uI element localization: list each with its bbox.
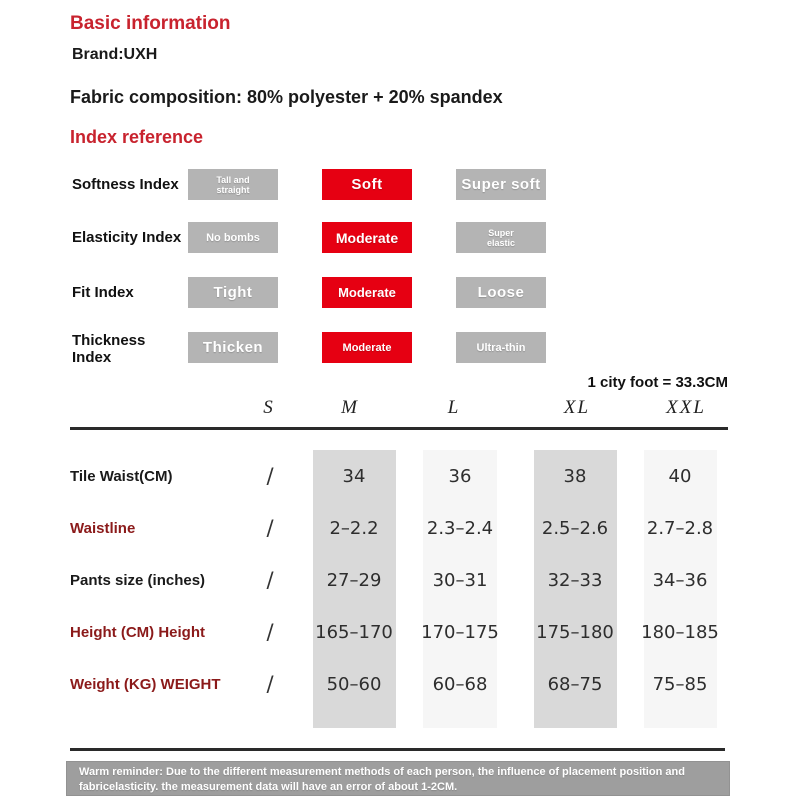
warm-reminder-line2: fabricelasticity. the measurement data will have an error of about 1-2CM. — [79, 780, 458, 793]
cell-value: 170–175 — [421, 622, 499, 643]
cell-value: / — [266, 516, 274, 540]
cell-value: 32–33 — [547, 570, 603, 591]
fabric-composition-text: Fabric composition: 80% polyester + 20% spandex — [70, 87, 503, 107]
thickness-index-label: Thickness Index — [72, 332, 146, 367]
cell-value: 40 — [668, 466, 692, 487]
cell-value: 165–170 — [315, 622, 393, 643]
cell-value: 30–31 — [432, 570, 488, 591]
row-label-pants-size: Pants size (inches) — [70, 572, 206, 589]
cell-value: 60–68 — [432, 674, 488, 695]
option-chip-ultra-thin — [456, 332, 546, 363]
option-chip-text: Soft — [351, 176, 383, 193]
column-header-xl: XL — [563, 397, 591, 418]
option-chip-moderate-selected — [322, 332, 412, 363]
elasticity-index-label: Elasticity Index — [72, 229, 182, 246]
cell-value: 36 — [448, 466, 472, 487]
softness-index-label: Softness Index — [72, 176, 179, 193]
column-header-m: M — [341, 397, 357, 418]
cell-value: 34 — [342, 466, 366, 487]
option-chip-text: Thicken — [202, 339, 264, 356]
row-label-height: Height (CM) Height — [70, 624, 205, 641]
option-chip-text: Super soft — [461, 176, 541, 193]
option-chip-text: Moderate — [335, 229, 399, 246]
option-chip-no-bombs — [188, 222, 278, 253]
option-chip-text: No bombs — [206, 231, 260, 244]
warm-reminder-bar — [66, 761, 730, 796]
cell-value: 27–29 — [326, 570, 382, 591]
option-chip-text: Tight — [213, 284, 253, 301]
cell-value: 2.3–2.4 — [426, 518, 494, 539]
cell-value: 75–85 — [652, 674, 708, 695]
option-chip-moderate-selected — [322, 277, 412, 308]
option-chip-text: Moderate — [342, 341, 392, 354]
cell-value: / — [266, 568, 274, 592]
option-chip-text: Tall and straight — [216, 174, 250, 195]
option-chip-text: Ultra-thin — [476, 341, 526, 354]
cell-value: 2.5–2.6 — [541, 518, 609, 539]
option-chip-text: Super elastic — [486, 227, 516, 248]
cell-value: 50–60 — [326, 674, 382, 695]
option-chip-moderate-selected — [322, 222, 412, 253]
table-top-rule — [70, 427, 728, 430]
cell-value: 2–2.2 — [329, 518, 379, 539]
basic-information-title: Basic information — [70, 13, 231, 34]
cell-value: 2.7–2.8 — [646, 518, 714, 539]
row-label-tile-waist: Tile Waist(CM) — [70, 468, 173, 485]
table-bottom-rule — [70, 748, 725, 751]
option-chip-tall-and-straight — [188, 169, 278, 200]
cell-value: 34–36 — [652, 570, 708, 591]
column-header-s: S — [263, 397, 273, 418]
option-chip-tight — [188, 277, 278, 308]
cell-value: / — [266, 672, 274, 696]
option-chip-super-elastic — [456, 222, 546, 253]
cell-value: / — [266, 464, 274, 488]
cell-value: 38 — [563, 466, 587, 487]
cell-value: 180–185 — [641, 622, 719, 643]
option-chip-text: Moderate — [338, 285, 396, 300]
option-chip-text: Loose — [477, 284, 525, 301]
cell-value: 68–75 — [547, 674, 603, 695]
column-header-xxl: XXL — [666, 397, 706, 418]
cell-value: / — [266, 620, 274, 644]
row-label-weight: Weight (KG) WEIGHT — [70, 676, 221, 693]
option-chip-super-soft — [456, 169, 546, 200]
row-label-waistline: Waistline — [70, 520, 136, 537]
warm-reminder-line1: Warm reminder: Due to the different measurement methods of each person, the influence of placement position and — [79, 766, 685, 778]
cell-value: 175–180 — [536, 622, 614, 643]
fit-index-label: Fit Index — [72, 284, 134, 301]
brand-text: Brand:UXH — [72, 46, 158, 63]
index-reference-title: Index reference — [70, 127, 204, 147]
unit-conversion-note: 1 city foot = 33.3CM — [587, 374, 728, 391]
option-chip-soft-selected — [322, 169, 412, 200]
column-header-l: L — [447, 397, 459, 418]
option-chip-thicken — [188, 332, 278, 363]
option-chip-loose — [456, 277, 546, 308]
